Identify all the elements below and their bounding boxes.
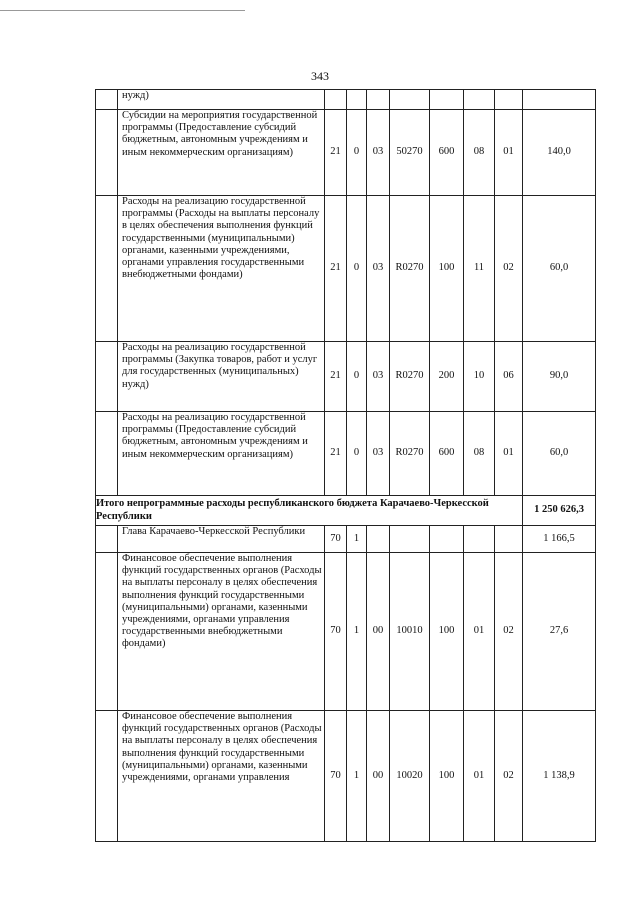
row-code-6: 01: [464, 553, 495, 711]
row-code-2: 0: [347, 412, 367, 496]
row-code-2: [347, 90, 367, 110]
row-code-4: [390, 526, 430, 553]
row-description: Финансовое обеспечение выполнения функций государственных органов (Расходы на выплаты персоналу в целях обеспечения выполнения функций государственными (муниципальными) органами, казенными учреждениями, органами управления: [118, 711, 325, 842]
total-label: Итого непрограммные расходы республиканского бюджета Карачаево-Черкесской Республики: [96, 496, 523, 526]
row-code-5: 200: [430, 342, 464, 412]
row-code-2: 1: [347, 553, 367, 711]
row-code-7: 01: [495, 412, 523, 496]
row-code-1: 70: [325, 526, 347, 553]
row-code-6: 08: [464, 110, 495, 196]
row-code-6: 11: [464, 196, 495, 342]
row-code-2: 1: [347, 526, 367, 553]
row-code-5: 600: [430, 110, 464, 196]
row-code-1: 70: [325, 553, 347, 711]
row-code-7: [495, 90, 523, 110]
row-code-3: 03: [367, 110, 390, 196]
row-code-7: 01: [495, 110, 523, 196]
row-description: Расходы на реализацию государственной программы (Расходы на выплаты персоналу в целях обеспечения выполнения функций государственными (муниципальными) органами, казенными учреждениями, органами управления государственными внебюджетными фондами): [118, 196, 325, 342]
row-code-4: [390, 90, 430, 110]
row-code-2: 1: [347, 711, 367, 842]
row-code-3: 03: [367, 412, 390, 496]
row-amount: [523, 90, 596, 110]
row-description: Глава Карачаево-Черкесской Республики: [118, 526, 325, 553]
row-amount: 1 166,5: [523, 526, 596, 553]
row-code-6: 10: [464, 342, 495, 412]
row-code-5: 100: [430, 553, 464, 711]
row-code-1: 21: [325, 110, 347, 196]
row-code-6: [464, 90, 495, 110]
row-description: нужд): [118, 90, 325, 110]
row-code-5: [430, 526, 464, 553]
row-description: Субсидии на мероприятия государственной программы (Предоставление субсидий бюджетным, автономным учреждениям и иным некоммерческим организациям): [118, 110, 325, 196]
row-description: Расходы на реализацию государственной программы (Закупка товаров, работ и услуг для государственных (муниципальных) нужд): [118, 342, 325, 412]
row-blank-cell: [96, 110, 118, 196]
row-description: Расходы на реализацию государственной программы (Предоставление субсидий бюджетным, автономным учреждениям и иным некоммерческим организациям): [118, 412, 325, 496]
row-code-5: 100: [430, 196, 464, 342]
row-blank-cell: [96, 553, 118, 711]
row-code-2: 0: [347, 342, 367, 412]
row-code-3: [367, 526, 390, 553]
table-row: [96, 110, 596, 196]
row-code-1: 21: [325, 342, 347, 412]
row-code-4: R0270: [390, 196, 430, 342]
page-number: 343: [311, 69, 329, 83]
row-code-6: 01: [464, 711, 495, 842]
row-code-5: 600: [430, 412, 464, 496]
row-code-4: 50270: [390, 110, 430, 196]
row-amount: 90,0: [523, 342, 596, 412]
row-code-3: 03: [367, 342, 390, 412]
row-code-1: 21: [325, 412, 347, 496]
row-code-4: R0270: [390, 342, 430, 412]
row-description: Финансовое обеспечение выполнения функций государственных органов (Расходы на выплаты персоналу в целях обеспечения выполнения функций государственными (муниципальными) органами, казенными учреждениями, органами управления государственными внебюджетными фондами): [118, 553, 325, 711]
row-code-4: R0270: [390, 412, 430, 496]
row-blank-cell: [96, 711, 118, 842]
table-row: [96, 526, 596, 553]
total-row: [96, 496, 596, 526]
row-blank-cell: [96, 90, 118, 110]
scan-edge-line: [0, 10, 245, 11]
row-code-7: 02: [495, 196, 523, 342]
row-code-3: 00: [367, 553, 390, 711]
row-code-1: 21: [325, 196, 347, 342]
row-code-7: [495, 526, 523, 553]
row-code-6: [464, 526, 495, 553]
row-code-7: 02: [495, 711, 523, 842]
table-rows-before: [96, 90, 596, 496]
row-code-6: 08: [464, 412, 495, 496]
row-code-2: 0: [347, 110, 367, 196]
row-code-5: 100: [430, 711, 464, 842]
total-amount: 1 250 626,3: [523, 496, 596, 526]
row-blank-cell: [96, 196, 118, 342]
row-blank-cell: [96, 342, 118, 412]
table-row: [96, 553, 596, 711]
table-row: [96, 412, 596, 496]
table-row: [96, 90, 596, 110]
budget-table: [95, 89, 596, 842]
row-code-7: 02: [495, 553, 523, 711]
table-row: [96, 711, 596, 842]
table-total-section: [96, 496, 596, 526]
row-code-5: [430, 90, 464, 110]
row-amount: 60,0: [523, 412, 596, 496]
row-code-4: 10020: [390, 711, 430, 842]
row-code-4: 10010: [390, 553, 430, 711]
row-blank-cell: [96, 412, 118, 496]
row-amount: 60,0: [523, 196, 596, 342]
row-code-3: [367, 90, 390, 110]
row-amount: 140,0: [523, 110, 596, 196]
row-code-2: 0: [347, 196, 367, 342]
row-amount: 27,6: [523, 553, 596, 711]
row-code-3: 03: [367, 196, 390, 342]
table-rows-after: [96, 526, 596, 842]
row-code-1: [325, 90, 347, 110]
row-blank-cell: [96, 526, 118, 553]
row-code-1: 70: [325, 711, 347, 842]
row-code-7: 06: [495, 342, 523, 412]
row-amount: 1 138,9: [523, 711, 596, 842]
table-row: [96, 342, 596, 412]
table-row: [96, 196, 596, 342]
row-code-3: 00: [367, 711, 390, 842]
